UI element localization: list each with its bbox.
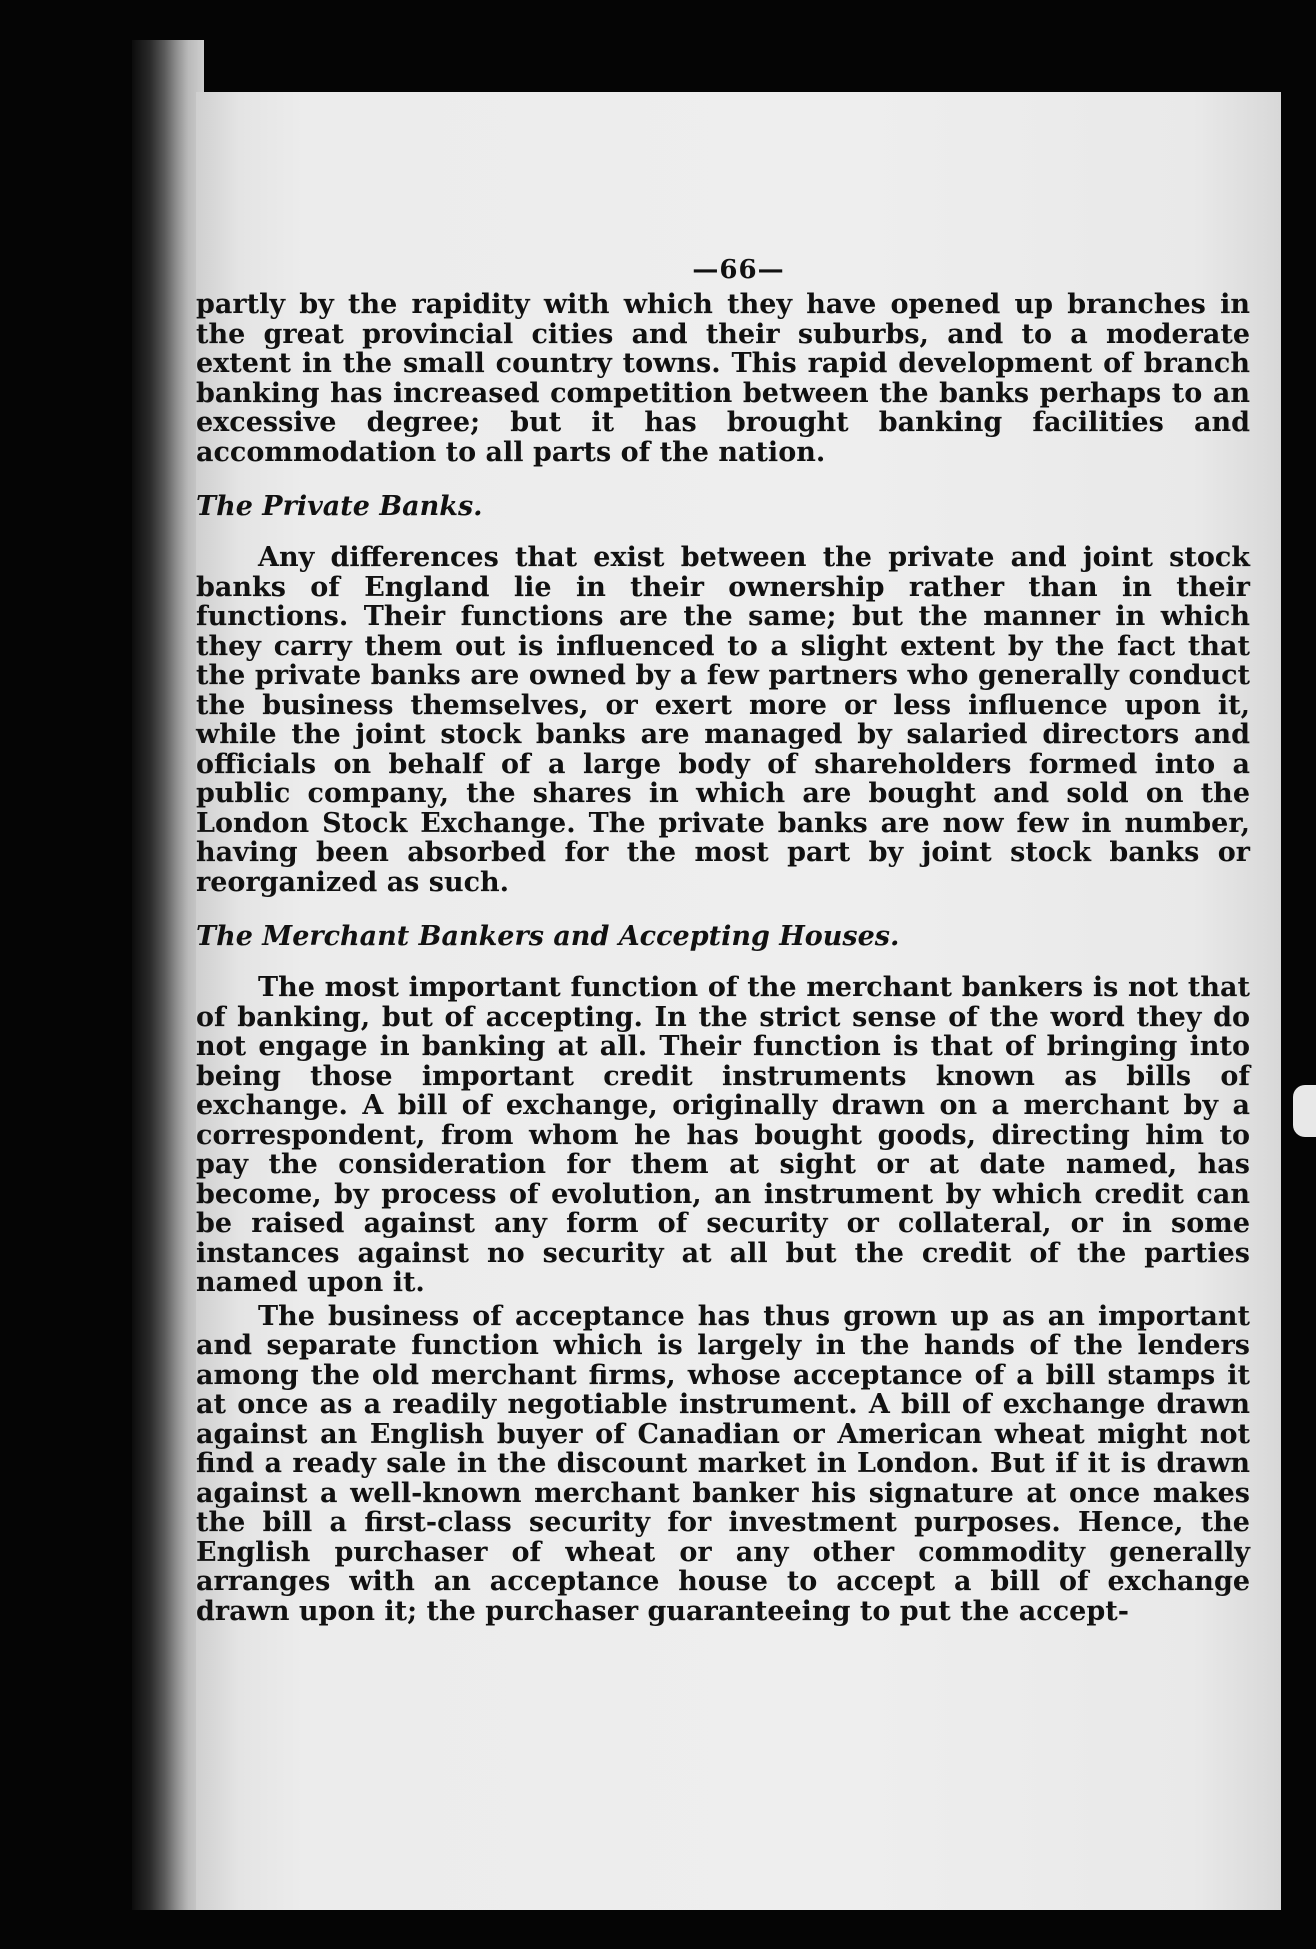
book-spine xyxy=(132,40,204,1910)
paragraph: The most important function of the merchant bankers is not that of banking, but of accepting. In the strict sense of the word they do not engage in banking at all. Their function is that of bringing into being those important credit instruments known as bills of exchange. A bill of exchange, originally drawn on a merchant by a correspondent, from whom he has bought goods, directing him to pay the consideration for them at sight or at date named, has become, by process of evolution, an instrument by which credit can be raised against any form of security or collateral, or in some instances against no security at all but the credit of the parties named upon it. xyxy=(196,972,1250,1298)
section-heading: The Merchant Bankers and Accepting Houses. xyxy=(196,921,900,952)
paragraph: Any differences that exist between the private and joint stock banks of England lie in their ownership rather than in their functions. Their functions are the same; but the manner in which they carry them out is influenced to a slight extent by the fact that the private banks are owned by a few partners who generally conduct the business themselves, or exert more or less influence upon it, while the joint stock banks are managed by salaried directors and officials on behalf of a large body of shareholders formed into a public company, the shares in which are bought and sold on the London Stock Exchange. The private banks are now few in number, having been absorbed for the most part by joint stock banks or reorganized as such. xyxy=(196,542,1250,898)
section-heading: The Private Banks. xyxy=(196,491,483,522)
paragraph: partly by the rapidity with which they have opened up branches in the great provincial cities and their suburbs, and to a moderate extent in the small country towns. This rapid development of branch banking has increased competition between the banks perhaps to an excessive degree; but it has brought banking facilities and accommodation to all parts of the nation. xyxy=(196,289,1250,468)
page-number: —66— xyxy=(692,255,785,285)
page-text xyxy=(196,290,1250,1626)
page-edge-tear xyxy=(1293,1085,1316,1137)
paragraph: The business of acceptance has thus grown up as an important and separate function which is largely in the hands of the lenders among the old merchant firms, whose acceptance of a bill stamps it at once as a readily negotiable instrument. A bill of exchange drawn against an English buyer of Canadian or American wheat might not find a ready sale in the discount market in London. But if it is drawn against a well-known merchant banker his signature at once makes the bill a first-class security for investment purposes. Hence, the English purchaser of wheat or any other commodity generally arranges with an acceptance house to accept a bill of exchange drawn upon it; the purchaser guaranteeing to put the accept- xyxy=(196,1300,1250,1627)
